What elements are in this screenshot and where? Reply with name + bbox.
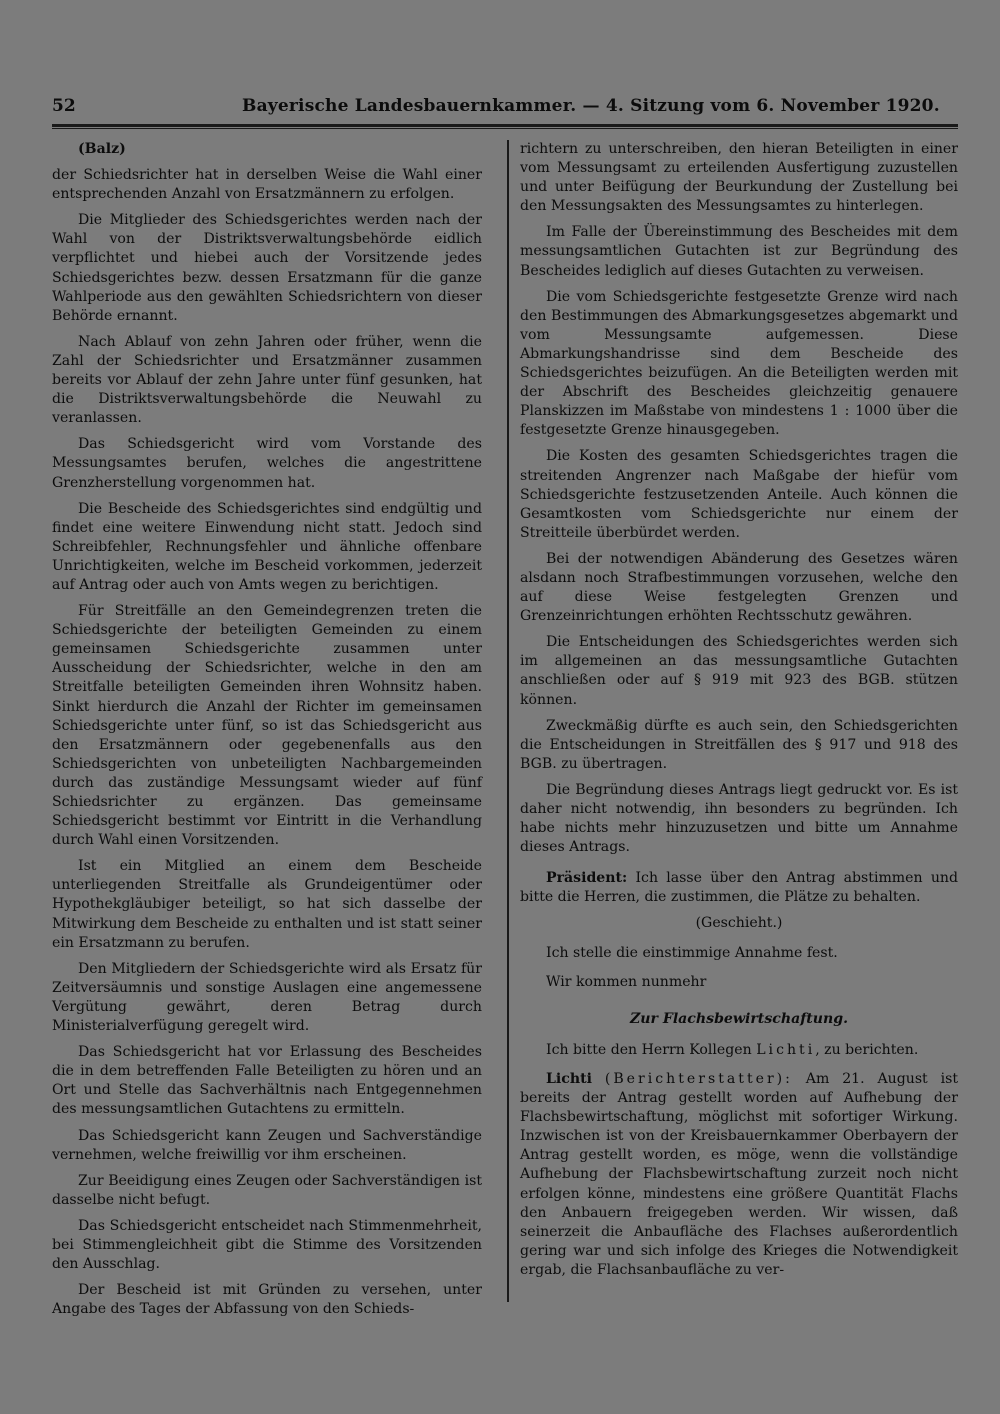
paragraph: Die Begründung dieses Antrags liegt gedruckt vor. Es ist daher nicht notwendig, ihn besonders zu begründen. Ich habe nichts mehr hinzuzusetzen und bitte um Annahme dieses Antrags. (520, 781, 958, 856)
paragraph: Die Kosten des gesamten Schiedsgerichtes tragen die streitenden Angrenzer nach Maßgabe der hiefür vom Schiedsgerichte festzusetzenden Anteile. Auch können die Gesamtkosten vom Schiedsgerichte nur einem der Streitteile überbürdet werden. (520, 448, 958, 541)
unanimous-statement: Ich stelle die einstimmige Annahme fest. (546, 944, 838, 961)
paragraph: Das Schiedsgericht kann Zeugen und Sachverständige vernehmen, welche freiwillig vor ihm erscheinen. (52, 1127, 482, 1163)
request-post: , zu berichten. (815, 1041, 919, 1058)
paragraph: der Schiedsrichter hat in derselben Weise die Wahl einer entsprechenden Anzahl von Ersatzmännern zu erfolgen. (52, 167, 482, 203)
paragraph: Die Bescheide des Schiedsgerichtes sind endgültig und findet eine weitere Einwendung nicht statt. Jedoch sind Schreibfehler, Rechnungsfehler und ähnliche offenbare Unrichtigkeiten, welche im Bescheid vorkommen, jederzeit auf Antrag oder auch von Amts wegen zu berichtigen. (52, 500, 482, 593)
left-column (52, 140, 482, 1326)
request-name: Lichti (756, 1041, 816, 1058)
lichti-text: Am 21. August ist bereits der Antrag gestellt worden auf Aufhebung der Flachsbewirtschaftung, möglichst mit sofortiger Wirkung. Inzwischen ist von der Kreisbauernkammer Oberbayern der Antrag gestellt worden, es möge, wenn die vollständige Aufhebung der Flachsbewirtschaftung zurzeit noch nicht erfolgen könne, mindestens eine größere Quantität Flachs den Anbauern freigegeben werden. Wir wissen, daß seinerzeit die Anbaufläche des Flachses außerordentlich gering war und sich infolge des Krieges die Notwendigkeit ergab, die Flachsanbaufläche zu ver- (520, 1070, 958, 1278)
lichti-role: (Berichterstatter): (604, 1070, 793, 1087)
right-column (520, 140, 958, 1287)
paragraph: Das Schiedsgericht hat vor Erlassung des Bescheides die in dem betreffenden Falle Beteiligten zu hören und an Ort und Stelle das Sachverhältnis nach Entgegennehmen des messungsamtlichen Gutachtens zu ermitteln. (52, 1044, 482, 1118)
paragraph: Das Schiedsgericht entscheidet nach Stimmenmehrheit, bei Stimmengleichheit gibt die Stimme des Vorsitzenden den Ausschlag. (52, 1217, 482, 1273)
request-statement (520, 1041, 958, 1060)
paragraph: Bei der notwendigen Abänderung des Gesetzes wären alsdann noch Strafbestimmungen vorzusehen, welche den auf diese Weise festgelegten Grenzen und Grenzeinrichtungen erhöhten Rechtsschutz gewähren. (520, 550, 958, 625)
page-header (52, 96, 958, 122)
paragraph: Zweckmäßig dürfte es auch sein, den Schiedsgerichten die Entscheidungen in Streitfällen des § 917 und 918 des BGB. zu übertragen. (520, 717, 958, 772)
speaker-label: (Balz) (78, 141, 126, 157)
column-separator (507, 140, 509, 1302)
lichti-label: Lichti (546, 1070, 592, 1087)
president-label: Präsident: (546, 870, 628, 887)
president-statement (520, 869, 958, 907)
paragraph: Das Schiedsgericht wird vom Vorstande des Messungsamtes berufen, welches die angestrittene Grenzherstellung vorgenommen hat. (52, 436, 482, 491)
header-rule-thin (52, 128, 958, 129)
next-item-statement: Wir kommen nunmehr (546, 973, 707, 990)
president-text: Ich lasse über den Antrag abstimmen und bitte die Herren, die zustimmen, die Plätze zu behalten. (520, 870, 959, 906)
lichti-report (520, 1070, 958, 1280)
paragraph: Die vom Schiedsgerichte festgesetzte Grenze wird nach den Bestimmungen des Abmarkungsgesetzes abgemarkt und vom Messungsamte aufgemessen. Diese Abmarkungshandrisse sind dem Bescheide des Schiedsgerichtes beizufügen. An die Beteiligten werden mit der Abschrift des Bescheides gleichzeitig genauere Planskizzen im Maßstabe von mindestens 1 : 1000 über die festgesetzte Grenze hinausgegeben. (520, 288, 958, 439)
paragraph: Nach Ablauf von zehn Jahren oder früher, wenn die Zahl der Schiedsrichter und Ersatzmänner zusammen bereits vor Ablauf der zehn Jahre unter fünf gesunken, hat die Distriktsverwaltungsbehörde die Neuwahl zu veranlassen. (52, 333, 482, 427)
running-title: Bayerische Landesbauernkammer. — 4. Sitzung vom 6. November 1920. (242, 96, 940, 116)
header-rule (52, 124, 958, 127)
paragraph: Für Streitfälle an den Gemeindegrenzen treten die Schiedsgerichte der beteiligten Gemeinden zu einem gemeinsamen Schiedsgerichte zusammen unter Ausscheidung der Schiedsrichter, welche in den am Streitfalle beteiligten Gemeinden ihren Wohnsitz haben. Sinkt hierdurch die Anzahl der Richter im gemeinsamen Schiedsgerichte unter fünf, so ist das Schiedsgericht aus den Ersatzmännern oder gegebenenfalls aus den Schiedsgerichten von unbeteiligten Nachbargemeinden durch das zuständige Messungsamt wieder auf fünf Schiedsrichter zu ergänzen. Das gemeinsame Schiedsgericht bestimmt vor Eintritt in die Verhandlung durch Wahl einen Vorsitzenden. (52, 603, 482, 849)
paragraph: Im Falle der Übereinstimmung des Bescheides mit dem messungsamtlichen Gutachten ist zur Begründung des Bescheides lediglich auf dieses Gutachten zu verweisen. (520, 224, 958, 279)
paragraph: Den Mitgliedern der Schiedsgerichte wird als Ersatz für Zeitversäumnis und sonstige Auslagen eine angemessene Vergütung gewährt, deren Betrag durch Ministerialverfügung geregelt wird. (52, 960, 482, 1035)
request-pre: Ich bitte den Herrn Kollegen (546, 1041, 752, 1058)
page-number: 52 (52, 96, 76, 116)
paragraph: Der Bescheid ist mit Gründen zu versehen, unter Angabe des Tages der Abfassung von den Schieds- (52, 1282, 482, 1318)
paragraph: Die Mitglieder des Schiedsgerichtes werden nach der Wahl von der Distriktsverwaltungsbehörde eidlich verpflichtet und hiebei auch der Vorsitzende jedes Schiedsgerichtes bezw. dessen Ersatzmann für die ganze Wahlperiode aus den gewählten Schiedsrichtern von dieser Behörde ernannt. (52, 212, 482, 324)
paragraph: Ist ein Mitglied an einem dem Bescheide unterliegenden Streitfalle als Grundeigentümer oder Hypothekgläubiger beteiligt, so hat sich dasselbe der Mitwirkung dem Bescheide zu enthalten und ist statt seiner ein Ersatzmann zu berufen. (52, 858, 482, 951)
section-title: Zur Flachsbewirtschaftung. (629, 1010, 849, 1027)
paragraph: richtern zu unterschreiben, den hieran Beteiligten in einer vom Messungsamt zu erteilenden Ausfertigung zuzustellen und unter Beifügung der Beurkundung der Zustellung bei den Messungsakten des Messungsamtes zu hinterlegen. (520, 141, 958, 215)
paragraph: Die Entscheidungen des Schiedsgerichtes werden sich im allgemeinen an das messungsamtliche Gutachten anschließen oder auf § 919 mit 923 des BGB. stützen können. (520, 634, 958, 708)
stage-direction: (Geschieht.) (695, 915, 783, 932)
paragraph: Zur Beeidigung eines Zeugen oder Sachverständigen ist dasselbe nicht befugt. (52, 1172, 482, 1208)
